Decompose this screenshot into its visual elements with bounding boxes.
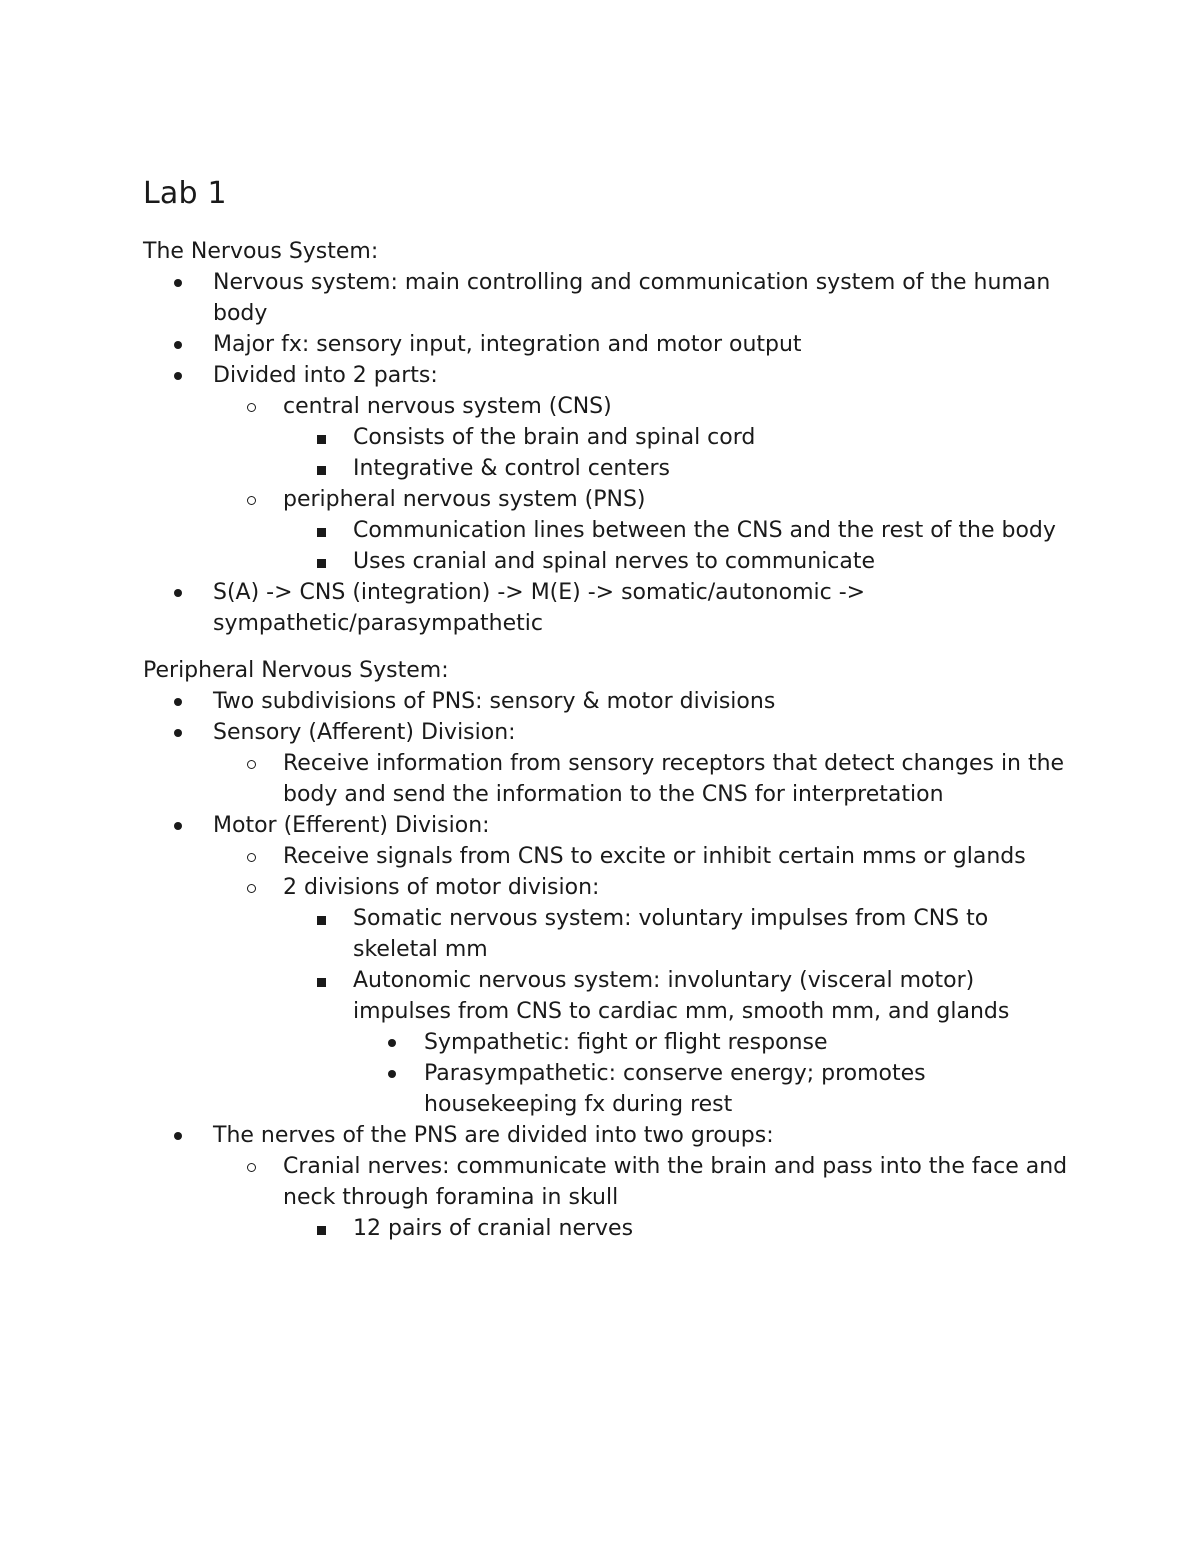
list-item: Two subdivisions of PNS: sensory & motor divisions [143, 686, 1073, 717]
list-item: Integrative & control centers [143, 453, 1073, 484]
bullet-dot-icon [388, 1039, 396, 1047]
list-item: 12 pairs of cranial nerves [143, 1213, 1073, 1244]
bullet-ring-icon [247, 884, 256, 893]
bullet-square-icon [317, 466, 326, 475]
bullet-dot-icon [174, 589, 182, 597]
bullet-dot-icon [174, 372, 182, 380]
bullet-dot-icon [174, 341, 182, 349]
list-item: S(A) -> CNS (integration) -> M(E) -> somatic/autonomic -> sympathetic/parasympathetic [143, 577, 1073, 639]
list-item: Receive signals from CNS to excite or inhibit certain mms or glands [143, 841, 1073, 872]
section-heading: The Nervous System: [143, 239, 379, 264]
bullet-list [143, 267, 1073, 639]
list-item: Uses cranial and spinal nerves to communicate [143, 546, 1073, 577]
list-item: Nervous system: main controlling and communication system of the human body [143, 267, 1073, 329]
page-title: Lab 1 [143, 176, 227, 211]
list-item: Somatic nervous system: voluntary impulses from CNS to skeletal mm [143, 903, 1073, 965]
list-item: Consists of the brain and spinal cord [143, 422, 1073, 453]
list-item: 2 divisions of motor division: [143, 872, 1073, 903]
bullet-list [143, 686, 1073, 1244]
list-item: Autonomic nervous system: involuntary (visceral motor) impulses from CNS to cardiac mm, smooth mm, and glands [143, 965, 1073, 1027]
bullet-ring-icon [247, 853, 256, 862]
bullet-square-icon [317, 435, 326, 444]
list-item: Sensory (Afferent) Division: [143, 717, 1073, 748]
list-item: Cranial nerves: communicate with the brain and pass into the face and neck through foramina in skull [143, 1151, 1073, 1213]
list-item: The nerves of the PNS are divided into two groups: [143, 1120, 1073, 1151]
list-item: central nervous system (CNS) [143, 391, 1073, 422]
bullet-dot-icon [174, 1132, 182, 1140]
bullet-dot-icon [174, 698, 182, 706]
bullet-square-icon [317, 916, 326, 925]
bullet-ring-icon [247, 1163, 256, 1172]
bullet-dot-icon [388, 1070, 396, 1078]
bullet-square-icon [317, 528, 326, 537]
list-item: Motor (Efferent) Division: [143, 810, 1073, 841]
bullet-square-icon [317, 978, 326, 987]
bullet-ring-icon [247, 403, 256, 412]
bullet-square-icon [317, 559, 326, 568]
bullet-square-icon [317, 1226, 326, 1235]
section-heading: Peripheral Nervous System: [143, 658, 449, 683]
list-item: Communication lines between the CNS and the rest of the body [143, 515, 1073, 546]
list-item: Receive information from sensory receptors that detect changes in the body and send the information to the CNS for interpretation [143, 748, 1073, 810]
bullet-ring-icon [247, 496, 256, 505]
bullet-ring-icon [247, 760, 256, 769]
list-item: Major fx: sensory input, integration and motor output [143, 329, 1073, 360]
document-page [143, 172, 1073, 1244]
bullet-dot-icon [174, 822, 182, 830]
section-nervous-system [143, 236, 1073, 639]
list-item: Sympathetic: fight or flight response [143, 1027, 1073, 1058]
bullet-dot-icon [174, 729, 182, 737]
list-item: Parasympathetic: conserve energy; promotes housekeeping fx during rest [143, 1058, 1073, 1120]
bullet-dot-icon [174, 279, 182, 287]
section-peripheral-nervous-system [143, 655, 1073, 1244]
list-item: Divided into 2 parts: [143, 360, 1073, 391]
list-item: peripheral nervous system (PNS) [143, 484, 1073, 515]
